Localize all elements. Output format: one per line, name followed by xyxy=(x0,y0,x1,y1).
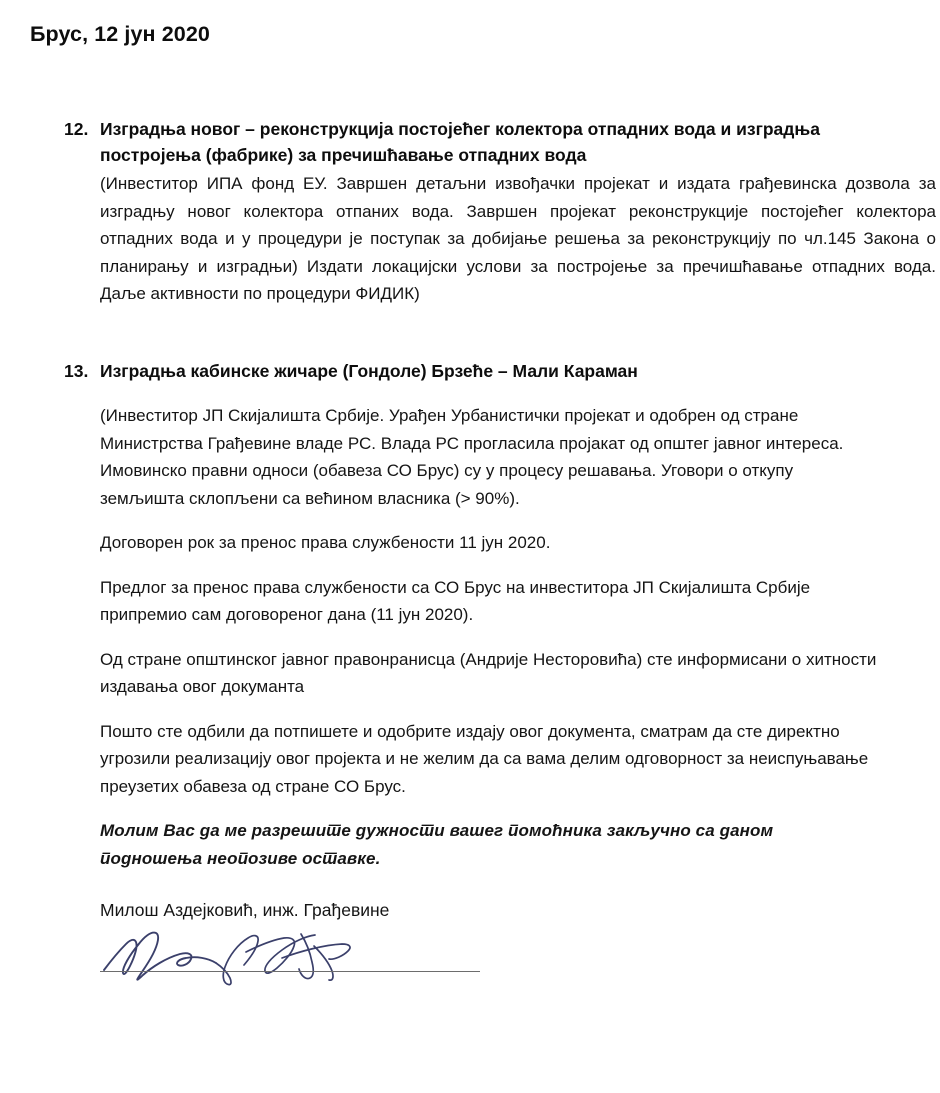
signature-block xyxy=(100,898,520,986)
item-13-paragraph-1: (Инвеститор ЈП Скијалишта Србије. Урађен Урбанистички пројекат и одобрен од стране Министрства Грађевине владе РС. Влада РС прогласила пројакат од општег јавног интереса. Имовинско правни односи (обавеза СО Брус) су у процесу решавања. Уговори о откупу земљишта склопљени са већином власника (> 90%). xyxy=(100,406,844,508)
item-12-heading xyxy=(64,116,938,168)
item-12-body xyxy=(100,170,938,308)
item-13-number: 13. xyxy=(64,361,89,381)
item-13-paragraph-4: Од стране општинског јавног правонранисца (Андрије Несторовића) сте информисани о хитности издавања овог докуманта xyxy=(100,649,877,696)
item-13-paragraph-2: Договорен рок за пренос права службености 11 јун 2020. xyxy=(100,533,551,552)
item-12-paragraph: (Инвеститор ИПА фонд ЕУ. Завршен детаљни извођачки пројекат и издата грађевинска дозвола за изградњу новог колектора отпаних вода. Завршен пројекат реконструкције постојећег колектора отпадних вода и у процедури је поступак за добијање решења за реконструкцију по чл.145 Закона о планирању и изградњи) Издати локацијски услови за постројење за пречишћавање отпадних вода. Даље активности по процедури ФИДИК) xyxy=(100,174,936,303)
list-item-13 xyxy=(64,358,938,872)
item-13-body xyxy=(100,402,938,872)
signature-line xyxy=(100,971,480,972)
item-12-title: Изградња новог – реконструкција постојећег колектора отпадних вода и изградња постројења (фабрике) за пречишћавање отпадних вода xyxy=(100,119,820,165)
resignation-closing-statement: Молим Вас да ме разрешите дужности вашег помоћника закључно са даном подношења неопозиве оставке. xyxy=(100,821,774,868)
item-13-title: Изградња кабинске жичаре (Гондоле) Брзеће – Мали Караман xyxy=(100,361,638,381)
document-date: Брус, 12 јун 2020 xyxy=(30,22,210,46)
signer-name: Милош Аздејковић, инж. Грађевине xyxy=(100,900,390,920)
item-12-number: 12. xyxy=(64,119,89,139)
handwritten-signature-icon xyxy=(96,918,396,988)
item-13-paragraph-3: Предлог за пренос права службености са СО Брус на инвеститора ЈП Скијалишта Србије припремио сам договореног дана (11 јун 2020). xyxy=(100,577,811,624)
item-13-paragraph-5: Пошто сте одбили да потпишете и одобрите издају овог документа, сматрам да сте директно угрозили реализацију овог пројекта и не желим да са вама делим одговорност за неиспуњавање преузетих обавеза од стране СО Брус. xyxy=(100,721,869,796)
list-item-12 xyxy=(64,116,938,308)
signature-area xyxy=(100,924,520,986)
item-13-heading xyxy=(64,358,938,384)
